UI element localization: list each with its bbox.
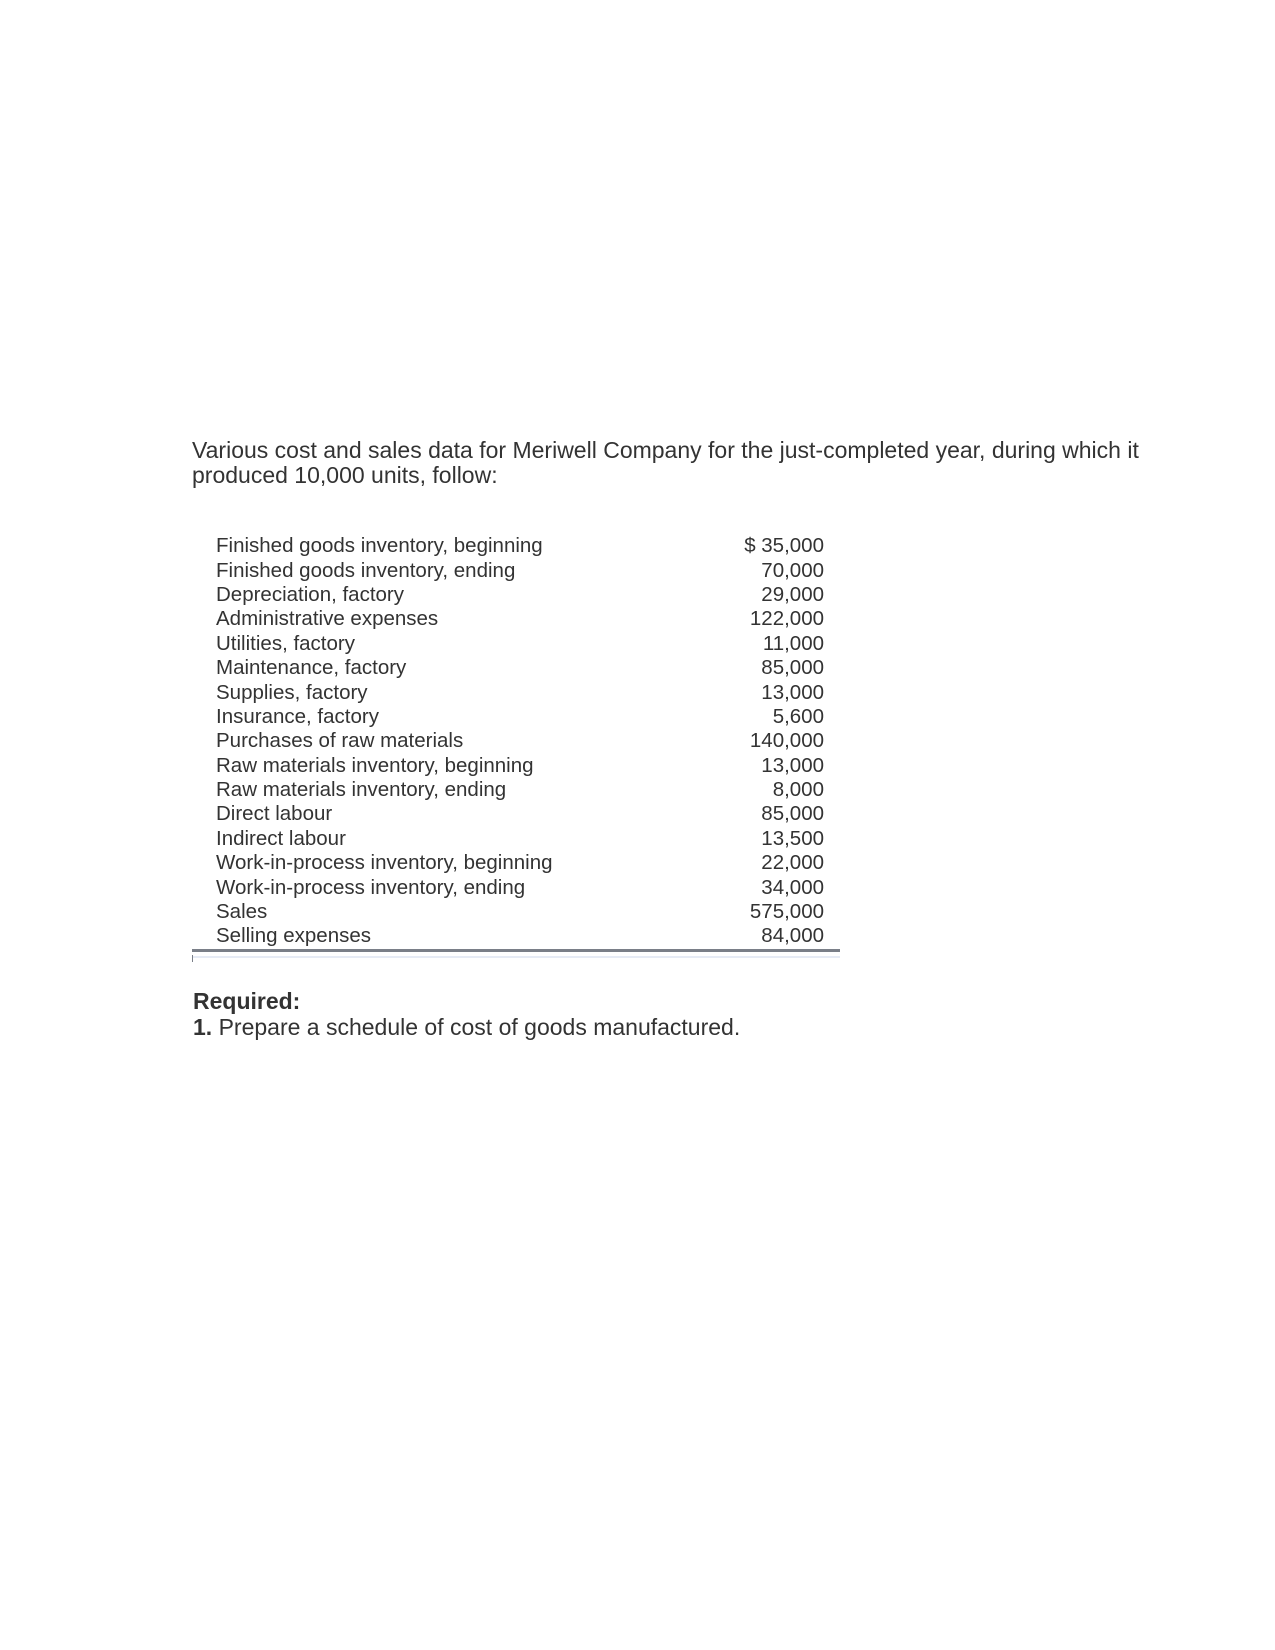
row-amount: 85,000	[761, 802, 824, 826]
table-row	[192, 875, 840, 899]
row-label: Finished goods inventory, beginning	[216, 534, 543, 558]
row-amount: 22,000	[761, 851, 824, 875]
required-heading: Required:	[193, 988, 301, 1014]
table-corner-tick	[192, 955, 193, 962]
row-amount: 575,000	[749, 900, 824, 924]
cost-data-table	[192, 534, 840, 952]
table-row	[192, 754, 840, 778]
table-bottom-shadow	[192, 956, 840, 958]
row-label: Insurance, factory	[216, 704, 379, 728]
table-row	[192, 607, 840, 631]
row-amount: 11,000	[762, 631, 824, 655]
table-row	[192, 705, 840, 729]
table-row	[192, 680, 840, 704]
problem-intro: Various cost and sales data for Meriwell Company for the just-completed year, during which it produced 10,000 units, follow:	[192, 437, 1139, 488]
row-amount: 84,000	[761, 924, 824, 948]
row-amount: 85,000	[761, 656, 824, 680]
required-item-number: 1.	[193, 1014, 213, 1040]
row-amount: 13,000	[761, 753, 824, 777]
table-row	[192, 558, 840, 582]
row-label: Selling expenses	[216, 924, 371, 948]
row-label: Purchases of raw materials	[216, 729, 464, 753]
row-amount: 13,000	[761, 680, 824, 704]
row-label: Maintenance, factory	[216, 656, 407, 680]
table-row	[192, 656, 840, 680]
row-amount: 13,500	[761, 826, 824, 850]
row-label: Utilities, factory	[216, 631, 355, 655]
required-section	[193, 988, 740, 1040]
table-row	[192, 729, 840, 753]
table-row	[192, 778, 840, 802]
row-label: Indirect labour	[216, 826, 346, 850]
row-label: Administrative expenses	[216, 607, 439, 631]
row-label: Raw materials inventory, beginning	[216, 753, 534, 777]
table-row	[192, 924, 840, 950]
table-row	[192, 802, 840, 826]
row-amount: 70,000	[761, 558, 824, 582]
row-amount: 140,000	[749, 729, 824, 753]
row-label: Depreciation, factory	[216, 582, 405, 606]
row-label: Work-in-process inventory, beginning	[216, 851, 553, 875]
table-row	[192, 851, 840, 875]
table-row	[192, 583, 840, 607]
row-label: Sales	[216, 900, 268, 924]
row-label: Work-in-process inventory, ending	[216, 875, 526, 899]
required-item-text: Prepare a schedule of cost of goods manufactured.	[218, 1014, 741, 1040]
row-amount: 29,000	[761, 582, 824, 606]
row-amount: 122,000	[749, 607, 824, 631]
row-label: Supplies, factory	[216, 680, 368, 704]
row-label: Direct labour	[216, 802, 333, 826]
table-row	[192, 900, 840, 924]
row-amount: 8,000	[772, 778, 824, 802]
row-amount: 34,000	[761, 875, 824, 899]
table-row	[192, 534, 840, 558]
row-label: Finished goods inventory, ending	[216, 558, 516, 582]
row-amount: 5,600	[772, 704, 824, 728]
row-label: Raw materials inventory, ending	[216, 778, 507, 802]
row-amount: $ 35,000	[744, 534, 824, 558]
table-row	[192, 632, 840, 656]
table-row	[192, 827, 840, 851]
required-item	[193, 1014, 740, 1040]
